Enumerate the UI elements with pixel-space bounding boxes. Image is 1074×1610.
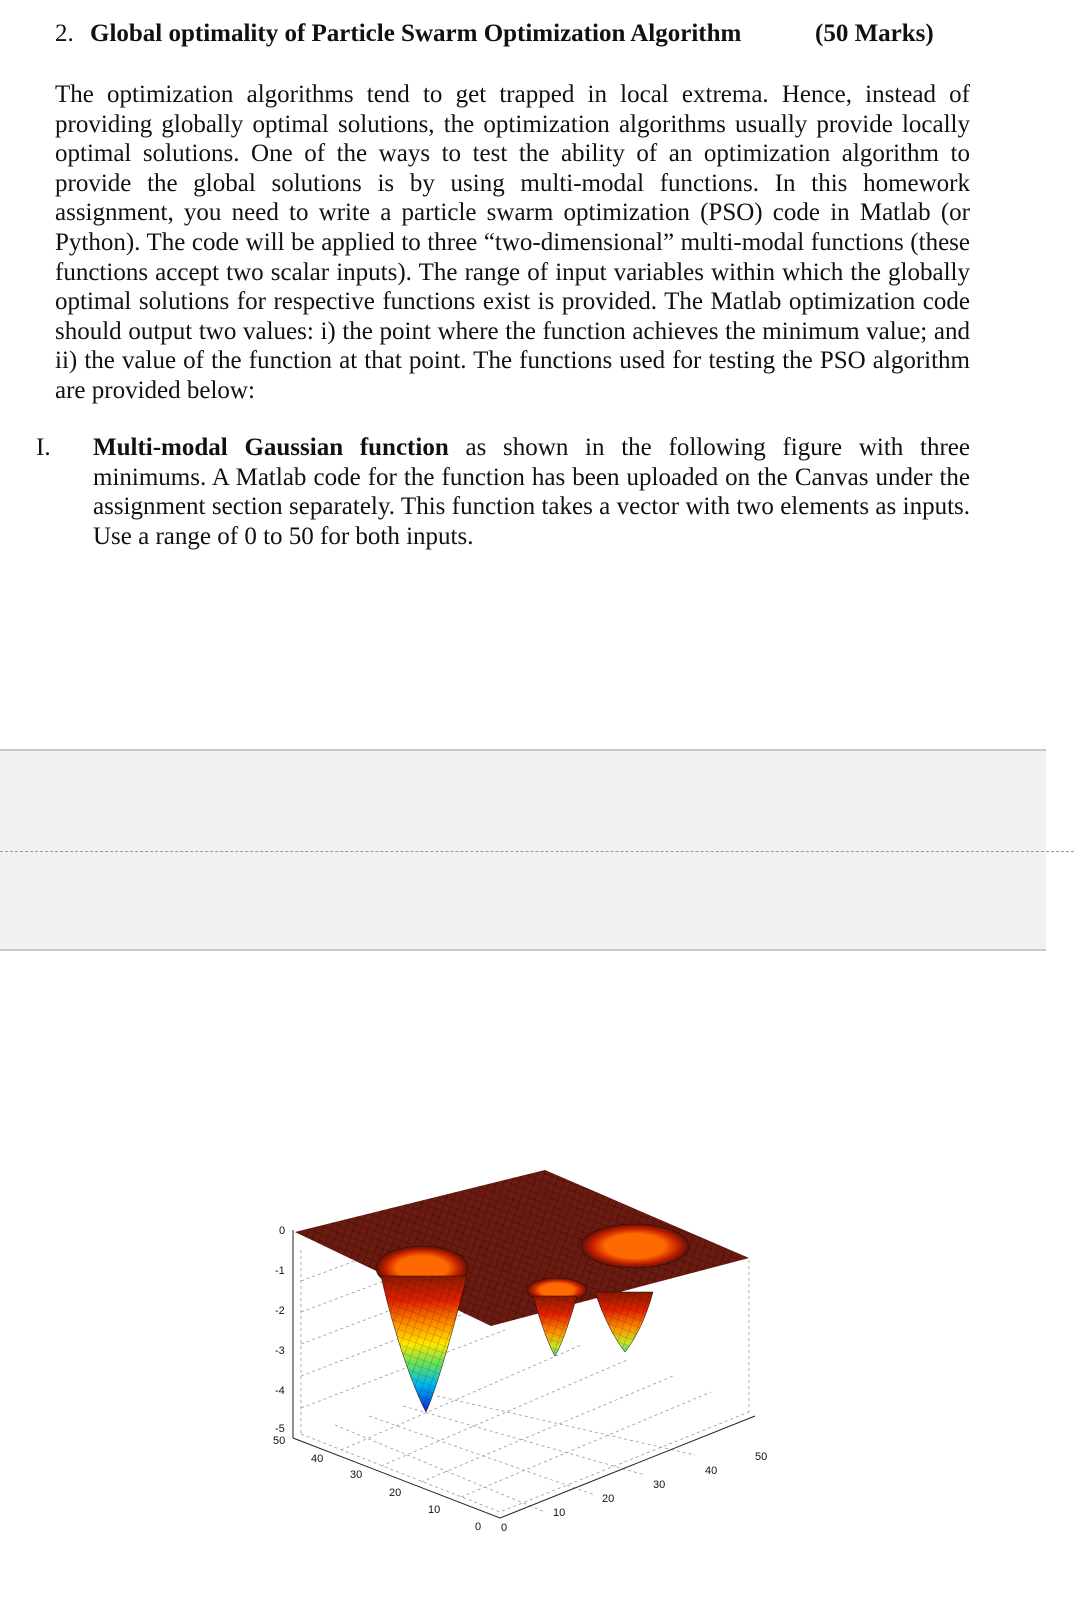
dashed-divider xyxy=(0,851,1074,852)
intro-paragraph: The optimization algorithms tend to get trapped in local extrema. Hence, instead of providing globally optimal solutions, the optimization algorithms usually provide locally optimal solutions. One of the ways to test the ability of an optimization algorithm to provide the global solutions is by using multi-modal functions. In this homework assignment, you need to write a particle swarm optimization (PSO) code in Matlab (or Python). The code will be applied to three “two-dimensional” multi-modal functions (these functions accept two scalar inputs). The range of input variables within which the globally optimal solutions for respective functions exist is provided. The Matlab optimization code should output two values: i) the point where the function achieves the minimum value; and ii) the value of the function at that point. The functions used for testing the PSO algorithm are provided below: xyxy=(55,81,970,404)
z-tick-5: -5 xyxy=(275,1423,285,1435)
z-axis-ticks xyxy=(275,1225,285,1435)
y-tick-0: 0 xyxy=(501,1522,508,1534)
question-marks: (50 Marks) xyxy=(815,20,934,47)
z-tick-0: 0 xyxy=(279,1225,286,1237)
y-tick-40: 40 xyxy=(705,1465,718,1477)
function-name: Multi-modal Gaussian function xyxy=(93,434,449,461)
z-tick-2: -2 xyxy=(275,1305,285,1317)
question-heading xyxy=(55,14,955,54)
x-tick-0: 0 xyxy=(475,1521,482,1533)
x-tick-30: 30 xyxy=(350,1469,363,1481)
question-title: Global optimality of Particle Swarm Optimization Algorithm xyxy=(90,20,742,47)
function-description: as shown in the following figure with three minimums. A Matlab code for the function has been uploaded on the Canvas under the assignment section separately. This function takes a vector with two elements as inputs. Use a range of 0 to 50 for both inputs. xyxy=(93,434,971,550)
surface-plot xyxy=(255,1150,795,1580)
z-tick-1: -1 xyxy=(275,1265,285,1277)
z-tick-4: -4 xyxy=(275,1385,285,1397)
x-tick-10: 10 xyxy=(428,1504,441,1516)
gaussian-surface-figure xyxy=(255,1150,795,1580)
z-tick-3: -3 xyxy=(275,1345,285,1357)
question-number: 2. xyxy=(55,20,74,47)
list-item-text xyxy=(93,433,970,551)
x-tick-40: 40 xyxy=(311,1453,324,1465)
x-tick-20: 20 xyxy=(389,1487,402,1499)
list-marker: I. xyxy=(36,434,51,461)
x-tick-50: 50 xyxy=(273,1435,286,1447)
y-tick-10: 10 xyxy=(553,1507,566,1519)
empty-embed-area xyxy=(0,749,1046,951)
y-tick-20: 20 xyxy=(602,1493,615,1505)
x-axis-ticks xyxy=(273,1435,481,1533)
y-tick-50: 50 xyxy=(755,1451,768,1463)
y-tick-30: 30 xyxy=(653,1479,666,1491)
